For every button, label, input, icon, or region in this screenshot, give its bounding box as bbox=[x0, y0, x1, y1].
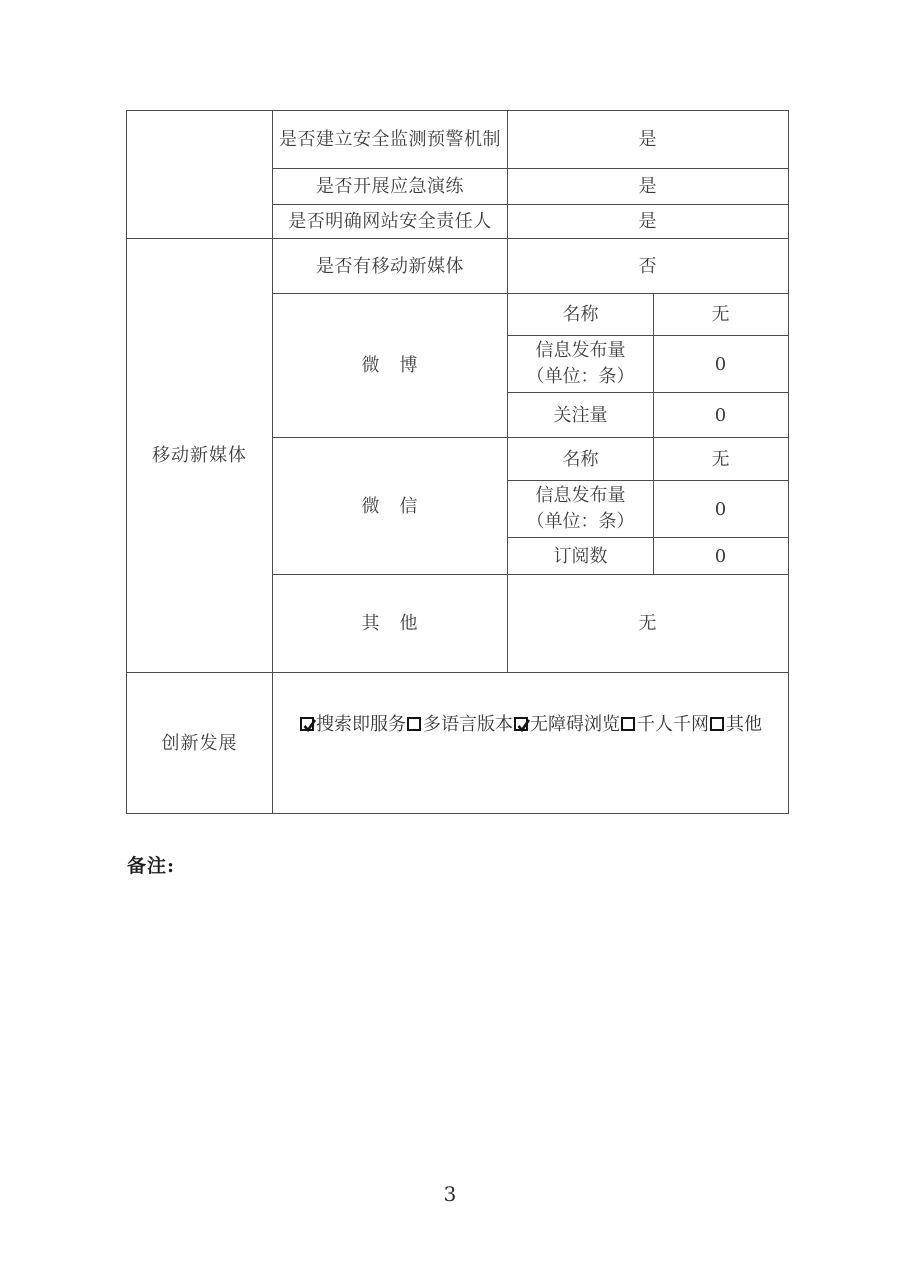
answer-has-mobile-media: 否 bbox=[508, 239, 789, 294]
checkbox-label-accessible-browsing: 无障碍浏览 bbox=[530, 713, 620, 735]
other-media-value: 无 bbox=[508, 575, 789, 673]
table-row bbox=[127, 239, 789, 294]
empty-section-cell bbox=[127, 111, 273, 239]
table-row bbox=[127, 673, 789, 814]
checkbox-label-multilingual: 多语言版本 bbox=[423, 713, 513, 735]
section-label-mobile-media: 移动新媒体 bbox=[127, 239, 273, 673]
answer-security-monitoring: 是 bbox=[508, 111, 789, 169]
innovation-options-row bbox=[279, 711, 782, 738]
check-icon bbox=[515, 717, 532, 734]
wechat-posts-value: 0 bbox=[654, 481, 789, 538]
checkbox-label-other: 其他 bbox=[726, 713, 762, 735]
checkbox-search-as-service[interactable] bbox=[300, 717, 314, 731]
weibo-followers-value: 0 bbox=[654, 393, 789, 438]
checkbox-label-search-as-service: 搜索即服务 bbox=[316, 713, 406, 735]
check-icon bbox=[301, 717, 318, 734]
wechat-subscribers-field: 订阅数 bbox=[508, 538, 654, 575]
question-emergency-drill: 是否开展应急演练 bbox=[273, 169, 508, 205]
remarks-label: 备注: bbox=[127, 855, 176, 877]
checkbox-label-personalized-portal: 千人千网 bbox=[637, 713, 709, 735]
wechat-label: 微 信 bbox=[273, 438, 508, 575]
checkbox-other[interactable] bbox=[710, 717, 724, 731]
weibo-name-field: 名称 bbox=[508, 294, 654, 336]
other-media-label: 其 他 bbox=[273, 575, 508, 673]
wechat-subscribers-value: 0 bbox=[654, 538, 789, 575]
checkbox-accessible-browsing[interactable] bbox=[514, 717, 528, 731]
weibo-posts-field-line1: 信息发布量 bbox=[535, 340, 626, 361]
wechat-posts-field-line2: （单位：条） bbox=[526, 511, 635, 532]
wechat-posts-field bbox=[508, 481, 654, 538]
answer-security-owner: 是 bbox=[508, 205, 789, 239]
wechat-name-value: 无 bbox=[654, 438, 789, 481]
wechat-posts-field-line1: 信息发布量 bbox=[535, 485, 626, 506]
section-label-innovation: 创新发展 bbox=[127, 673, 273, 814]
question-security-monitoring: 是否建立安全监测预警机制 bbox=[273, 111, 508, 169]
report-table bbox=[126, 110, 789, 814]
answer-emergency-drill: 是 bbox=[508, 169, 789, 205]
weibo-name-value: 无 bbox=[654, 294, 789, 336]
question-security-owner: 是否明确网站安全责任人 bbox=[273, 205, 508, 239]
wechat-name-field: 名称 bbox=[508, 438, 654, 481]
weibo-followers-field: 关注量 bbox=[508, 393, 654, 438]
weibo-label: 微 博 bbox=[273, 294, 508, 438]
table-row bbox=[127, 111, 789, 169]
checkbox-multilingual[interactable] bbox=[407, 717, 421, 731]
innovation-options-cell bbox=[273, 673, 789, 814]
weibo-posts-field bbox=[508, 336, 654, 393]
checkbox-personalized-portal[interactable] bbox=[621, 717, 635, 731]
weibo-posts-field-line2: （单位：条） bbox=[526, 366, 635, 387]
weibo-posts-value: 0 bbox=[654, 336, 789, 393]
page-number: 3 bbox=[443, 1182, 457, 1206]
question-has-mobile-media: 是否有移动新媒体 bbox=[273, 239, 508, 294]
